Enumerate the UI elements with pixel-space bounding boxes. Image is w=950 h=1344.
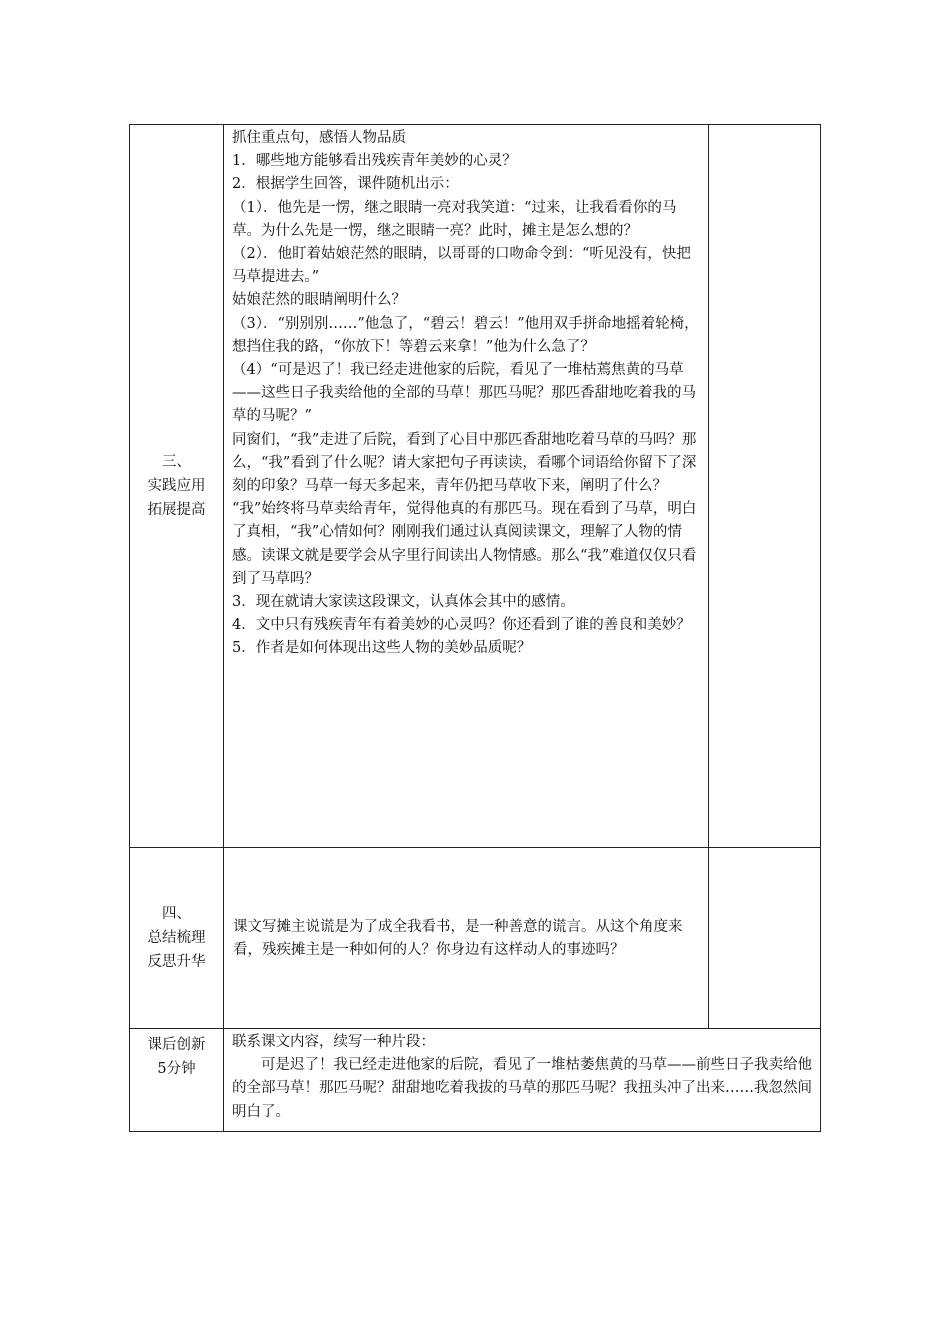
content-line: （2）．他盯着姑娘茫然的眼睛，以哥哥的口吻命令到：“听见没有，快把马草提进去。”: [232, 246, 691, 286]
section-title-line: 反思升华: [147, 954, 206, 970]
content-line: 联系课文内容，续写一种片段：: [232, 1034, 435, 1050]
table-row: [130, 1029, 821, 1132]
section-number: 四、: [162, 906, 191, 922]
content-line: （3）．“别别别……”他急了，“碧云！碧云！”他用双手拼命地摇着轮椅，想挡住我的路，“你放下！等碧云来拿！”他为什么急了？: [232, 315, 699, 355]
content-line: 1．哪些地方能够看出残疾青年美妙的心灵？: [232, 153, 517, 170]
content-line: 抓住重点句，感悟人物品质: [232, 130, 406, 146]
section-label: [130, 125, 224, 848]
section-title-line: 课后创新: [147, 1037, 206, 1053]
content-line: 可是迟了！我已经走进他家的后院，看见了一堆枯萎焦黄的马草——前些日子我卖给他的全部马草！那匹马呢？甜甜地吃着我拔的马草的那匹马呢？我扭头冲了出来……我忽然间明白了。: [232, 1057, 812, 1120]
content-line: 4．文中只有残疾青年有着美妙的心灵吗？你还看到了谁的善良和美妙？: [232, 617, 691, 634]
section-number: 三、: [162, 454, 191, 470]
section-label: [130, 848, 224, 1029]
lesson-plan-table: [129, 124, 821, 1132]
content-line: （1）．他先是一愣，继之眼睛一亮对我笑道：“过来，让我看看你的马草。为什么先是一愣，继之眼睛一亮？此时，摊主是怎么想的？: [232, 199, 677, 239]
content-line: 3．现在就请大家读这段课文，认真体会其中的感情。: [232, 594, 575, 611]
content-line: （4）“可是迟了！我已经走进他家的后院，看见了一堆枯蔫焦黄的马草——这些日子我卖给他的全部的马草！那匹马呢？那匹香甜地吃着我的马草的马呢？”: [232, 362, 696, 425]
table-row: [130, 848, 821, 1029]
section-content: [224, 1029, 821, 1132]
section-label: [130, 1029, 224, 1132]
notes-cell: [709, 848, 821, 1029]
section-title-line: 总结梳理: [147, 930, 206, 946]
section-content: [224, 848, 709, 1029]
section-title-line: 拓展提高: [147, 502, 206, 518]
section-title-line: 实践应用: [147, 478, 206, 494]
content-line: “我”始终将马草卖给青年，觉得他真的有那匹马。现在看到了马草，明白了真相，“我”心情如何？刚刚我们通过认真阅读课文，理解了人物的情感。读课文就是要学会从字里行间读出人物情感。那么“我”难道仅仅只看到了马草吗？: [232, 501, 697, 587]
notes-cell: [709, 125, 821, 848]
content-line: 姑娘茫然的眼睛阐明什么？: [232, 292, 406, 309]
section-content: [224, 125, 709, 848]
content-line: 课文写摊主说谎是为了成全我看书，是一种善意的谎言。从这个角度来看，残疾摊主是一种如何的人？你身边有这样动人的事迹吗？: [233, 918, 683, 958]
table-row: [130, 125, 821, 848]
content-line: 5．作者是如何体现出这些人物的美妙品质呢？: [232, 640, 532, 657]
section-time: 5分钟: [157, 1061, 196, 1077]
content-line: 同窗们，“我”走进了后院，看到了心目中那匹香甜地吃着马草的马吗？那么，“我”看到了什么呢？请大家把句子再读读，看哪个词语给你留下了深刻的印象？马草一每天多起来，青年仍把马草收下来，阐明了什么？: [232, 431, 697, 495]
content-line: 2．根据学生回答，课件随机出示：: [232, 176, 459, 193]
